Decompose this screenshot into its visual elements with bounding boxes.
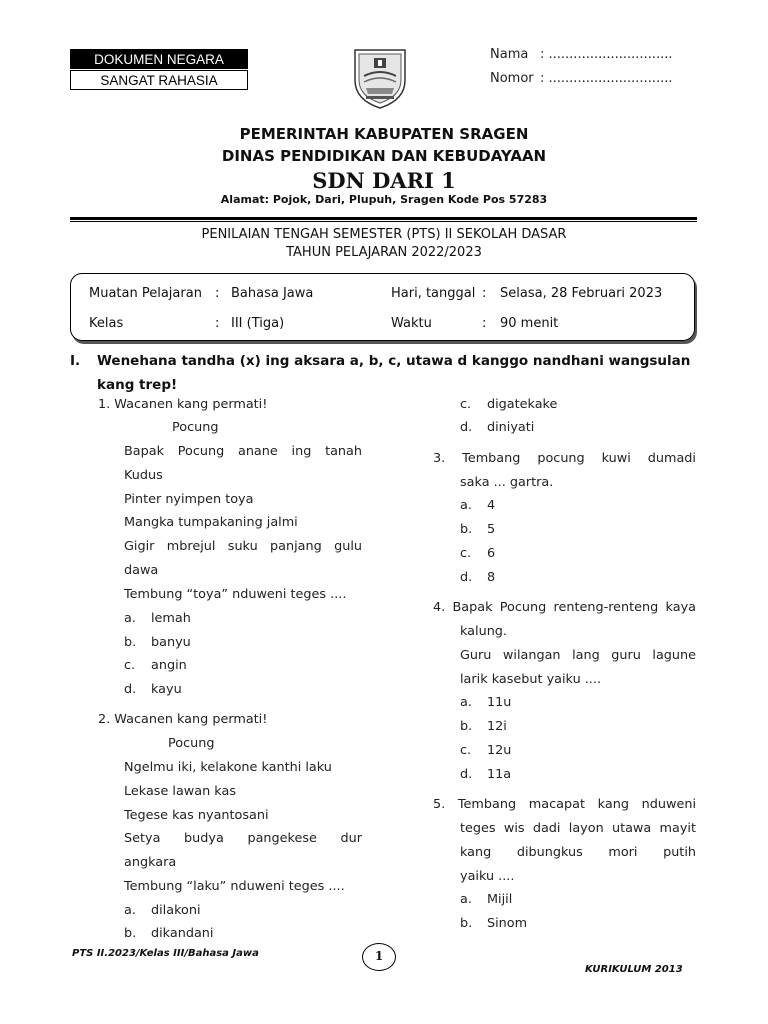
question-5-stem: yaiku .... bbox=[460, 869, 515, 884]
question-4-stem: 4. Bapak Pocung renteng-renteng kaya bbox=[433, 600, 696, 615]
name-field[interactable]: : .............................. bbox=[540, 47, 673, 62]
government-title: PEMERINTAH KABUPATEN SRAGEN bbox=[239, 125, 529, 143]
poem-line: Setya budya pangekese dur bbox=[124, 831, 362, 846]
footer-curriculum: KURIKULUM 2013 bbox=[585, 964, 683, 975]
poem-line: Lekase lawan kas bbox=[124, 784, 236, 799]
instruction-line-2: kang trep! bbox=[97, 377, 178, 393]
day-value: Selasa, 28 Februari 2023 bbox=[500, 286, 663, 301]
time-label: Waktu bbox=[391, 316, 432, 331]
poem-line: Mangka tumpakaning jalmi bbox=[124, 515, 298, 530]
poem-line: Bapak Pocung anane ing tanah bbox=[124, 444, 362, 459]
option-letter[interactable]: a. bbox=[460, 892, 472, 907]
option-text[interactable]: diniyati bbox=[487, 420, 535, 435]
option-letter[interactable]: c. bbox=[124, 658, 136, 673]
time-separator: : bbox=[482, 316, 487, 331]
poem-line: dawa bbox=[124, 563, 159, 578]
number-field[interactable]: : .............................. bbox=[540, 71, 673, 86]
option-text[interactable]: 11u bbox=[487, 695, 512, 710]
department-title: DINAS PENDIDIKAN DAN KEBUDAYAAN bbox=[221, 147, 547, 165]
question-4-stem: larik kasebut yaiku .... bbox=[460, 672, 602, 687]
option-text[interactable]: dikandani bbox=[151, 926, 214, 941]
question-4-stem: Guru wilangan lang guru lagune bbox=[460, 648, 696, 663]
question-2-prompt: 2. Wacanen kang permati! bbox=[98, 712, 268, 727]
option-text[interactable]: angin bbox=[151, 658, 187, 673]
option-text[interactable]: 5 bbox=[487, 522, 496, 537]
poem-line: Tegese kas nyantosani bbox=[124, 808, 269, 823]
poem-title: Pocung bbox=[168, 736, 215, 751]
option-letter[interactable]: c. bbox=[460, 743, 472, 758]
time-value: 90 menit bbox=[500, 316, 559, 331]
poem-line: Gigir mbrejul suku panjang gulu bbox=[124, 539, 362, 554]
option-letter[interactable]: a. bbox=[124, 611, 136, 626]
document-stamp-bottom: SANGAT RAHASIA bbox=[70, 70, 248, 90]
option-text[interactable]: 8 bbox=[487, 570, 496, 585]
option-text[interactable]: 12u bbox=[487, 743, 512, 758]
class-label: Kelas bbox=[89, 316, 124, 331]
question-3-stem: saka ... gartra. bbox=[460, 475, 554, 490]
day-label: Hari, tanggal bbox=[391, 286, 476, 301]
option-text[interactable]: Sinom bbox=[487, 916, 528, 931]
option-letter[interactable]: d. bbox=[124, 682, 137, 697]
exam-title: PENILAIAN TENGAH SEMESTER (PTS) II SEKOLAH DASAR bbox=[201, 227, 567, 242]
question-5-stem: kang dibungkus mori putih bbox=[460, 845, 696, 860]
poem-line: Pinter nyimpen toya bbox=[124, 492, 254, 507]
question-1-prompt: 1. Wacanen kang permati! bbox=[98, 397, 268, 412]
option-text[interactable]: lemah bbox=[151, 611, 191, 626]
poem-line: angkara bbox=[124, 855, 177, 870]
day-separator: : bbox=[482, 286, 487, 301]
poem-line: Ngelmu iki, kelakone kanthi laku bbox=[124, 760, 332, 775]
option-letter[interactable]: a. bbox=[460, 498, 472, 513]
question-1-stem: Tembung “toya” nduweni teges .... bbox=[124, 587, 347, 602]
option-text[interactable]: kayu bbox=[151, 682, 182, 697]
option-letter[interactable]: a. bbox=[124, 903, 136, 918]
option-text[interactable]: 4 bbox=[487, 498, 496, 513]
document-stamp-top: DOKUMEN NEGARA bbox=[70, 49, 248, 69]
option-letter[interactable]: b. bbox=[460, 522, 473, 537]
option-letter[interactable]: d. bbox=[460, 570, 473, 585]
question-3-stem: 3. Tembang pocung kuwi dumadi bbox=[433, 451, 696, 466]
subject-label: Muatan Pelajaran bbox=[89, 286, 202, 301]
option-letter[interactable]: d. bbox=[460, 420, 473, 435]
option-letter[interactable]: d. bbox=[460, 767, 473, 782]
option-text[interactable]: 12i bbox=[487, 719, 507, 734]
poem-title: Pocung bbox=[172, 420, 219, 435]
option-letter[interactable]: b. bbox=[124, 926, 137, 941]
option-letter[interactable]: b. bbox=[124, 635, 137, 650]
school-name: SDN DARI 1 bbox=[312, 168, 456, 193]
option-text[interactable]: dilakoni bbox=[151, 903, 201, 918]
option-letter[interactable]: b. bbox=[460, 719, 473, 734]
question-5-stem: 5. Tembang macapat kang nduweni bbox=[433, 797, 696, 812]
class-value: III (Tiga) bbox=[231, 316, 285, 331]
option-letter[interactable]: c. bbox=[460, 546, 472, 561]
question-4-stem: kalung. bbox=[460, 624, 507, 639]
subject-value: Bahasa Jawa bbox=[231, 286, 314, 301]
section-number: I. bbox=[70, 353, 81, 369]
option-text[interactable]: banyu bbox=[151, 635, 191, 650]
question-2-stem: Tembung “laku” nduweni teges .... bbox=[124, 879, 345, 894]
option-text[interactable]: 6 bbox=[487, 546, 496, 561]
footer-exam-code: PTS II.2023/Kelas III/Bahasa Jawa bbox=[72, 948, 259, 959]
instruction-line-1: Wenehana tandha (x) ing aksara a, b, c, utawa d kanggo nandhani wangsulan bbox=[97, 353, 691, 369]
option-letter[interactable]: c. bbox=[460, 397, 472, 412]
academic-year: TAHUN PELAJARAN 2022/2023 bbox=[286, 245, 482, 260]
school-address: Alamat: Pojok, Dari, Plupuh, Sragen Kode Pos 57283 bbox=[220, 193, 548, 206]
poem-line: Kudus bbox=[124, 468, 163, 483]
option-text[interactable]: 11a bbox=[487, 767, 512, 782]
option-text[interactable]: Mijil bbox=[487, 892, 513, 907]
number-label: Nomor bbox=[490, 71, 534, 86]
option-text[interactable]: digatekake bbox=[487, 397, 558, 412]
class-separator: : bbox=[215, 316, 220, 331]
option-letter[interactable]: a. bbox=[460, 695, 472, 710]
option-letter[interactable]: b. bbox=[460, 916, 473, 931]
name-label: Nama bbox=[490, 47, 529, 62]
page-number: 1 bbox=[362, 943, 396, 971]
subject-separator: : bbox=[215, 286, 220, 301]
question-5-stem: teges wis dadi layon utawa mayit bbox=[460, 821, 696, 836]
